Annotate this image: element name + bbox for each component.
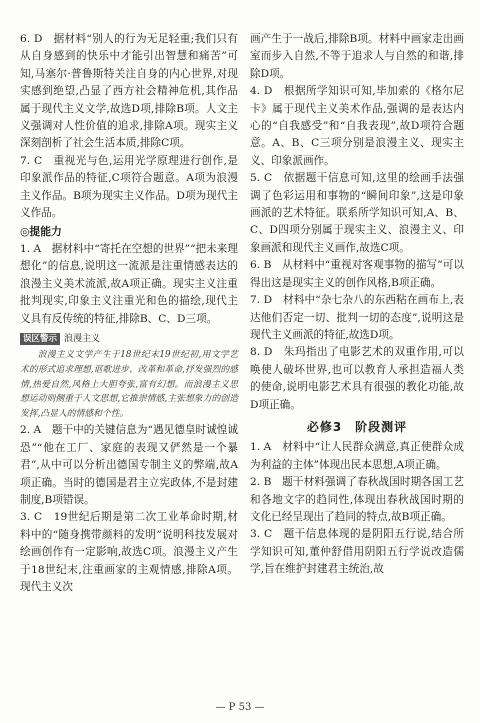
- warning-title: 浪漫主义: [64, 333, 101, 344]
- answer-s1: 1. A 材料中“让人民群众满意,真正使群众成为利益的主体”体现出民本思想,A项正确。: [250, 441, 464, 471]
- answer-q6: 6. D 据材料“别人的行为无足轻重;我们只有从自身感到的快乐中才能引出智慧和痛苦”可知,马塞尔·普鲁斯特关注自身的内心世界,对现实感到绝望,凸显了西方社会精神危机,其作品属于现代主义文学,故选D项,排除B项。人文主义强调对人性价值的追求,排除A项。现实主义深刻剖析了社会生活本质,排除C项。: [20, 33, 238, 150]
- section-heading: ◎提能力: [20, 225, 62, 239]
- answer-t8: 8. D 朱玛指出了电影艺术的双重作用,可以唤使人破坏世界,也可以教育人承担造福人类的使命,说明电影艺术具有很强的教化功能,故D项正确。: [250, 346, 464, 411]
- stage-test-title: 必修3 阶段测评: [306, 419, 408, 434]
- right-column: [250, 31, 464, 579]
- answer-t1: 1. A 据材料中“寄托在空想的世界”“把未来理想化”的信息,说明这一流派是注重情感表达的浪漫主义美术流派,故A项正确。现实主义注重批判现实,印象主义注重光和色的描绘,现代主义具有反传统的特征,排除B、C、D三项。: [20, 242, 238, 325]
- answer-t3-continued: 画产生于一战后,排除B项。材料中画家走出画室而步入自然,不等于追求人与自然的和谐,排除D项。: [250, 33, 464, 80]
- answer-s2: 2. B 题干材料强调了春秋战国时期各国工艺和各地文字的趋同性,体现出春秋战国时期的文化已经呈现出了趋同的特点,故B项正确。: [250, 476, 464, 523]
- warning-body: 浪漫主义文学产生于18世纪末19世纪初,用文学艺术的形式追求理想,讴歌进步、改革和革命,抒发强烈的感情,热爱自然,风格上大胆夸张,富有幻想。而浪漫主义思想运动则侧重于人文思想,它推崇情感,主张想象力的创造发挥,凸显人的情感和个性。: [20, 350, 238, 419]
- answer-t2: 2. A 题干中的关键信息为“遇见德皇时诚惶诚恐”“他在工厂、家庭的表现又俨然是一个暴君”,从中可以分析出德国专制主义的弊端,故A项正确。当时的德国是君主立宪政体,不是封建制度,B项错误。: [20, 424, 238, 506]
- answer-t4: 4. D 根据所学知识可知,毕加索的《格尔尼卡》属于现代主义美术作品,强调的是表达内心的“自我感受”和“自我表现”,故D项符合题意。A、B、C三项分别是浪漫主义、现实主义、印象派画作。: [250, 85, 464, 167]
- answer-q7: 7. C 重视光与色,运用光学原理进行创作,是印象派作品的特征,C项符合题意。A项为浪漫主义作品。B项为现实主义作品。D项为现代主义作品。: [20, 154, 238, 220]
- left-column: [20, 31, 238, 596]
- warning-tag: 误区警示: [20, 333, 60, 345]
- answer-t3: 3. C 19世纪后期是第二次工业革命时期,材料中的“随身携带颜料的发明”说明科技发展对绘画创作有一定影响,故选C项。浪漫主义产生于18世纪末,注重画家的主观情感,排除A项。现代主义次: [20, 511, 238, 593]
- answer-t5: 5. C 依据题干信息可知,这里的绘画手法强调了色彩运用和事物的“瞬间印象”,这是印象画派的艺术特征。联系所学知识可知,A、B、C、D四项分别属于现实主义、浪漫主义、印象画派和现代主义画作,故选C项。: [250, 172, 464, 254]
- page-number: — P 53 —: [215, 702, 265, 713]
- warning-box: [20, 330, 238, 421]
- answer-t6: 6. B 从材料中“重视对客观事物的描写”可以得出这是现实主义的创作风格,B项正确。: [250, 259, 464, 289]
- answer-s3: 3. C 题干信息体现的是阴阳五行说,结合所学知识可知,董仲舒借用阴阳五行学说改造儒学,旨在维护封建君主统治,故: [250, 528, 464, 576]
- answer-t7: 7. D 材料中“杂七杂八的东西粘在画布上,表达他们否定一切、批判一切的态度”,说明这是现代主义画派的特征,故选D项。: [250, 294, 464, 341]
